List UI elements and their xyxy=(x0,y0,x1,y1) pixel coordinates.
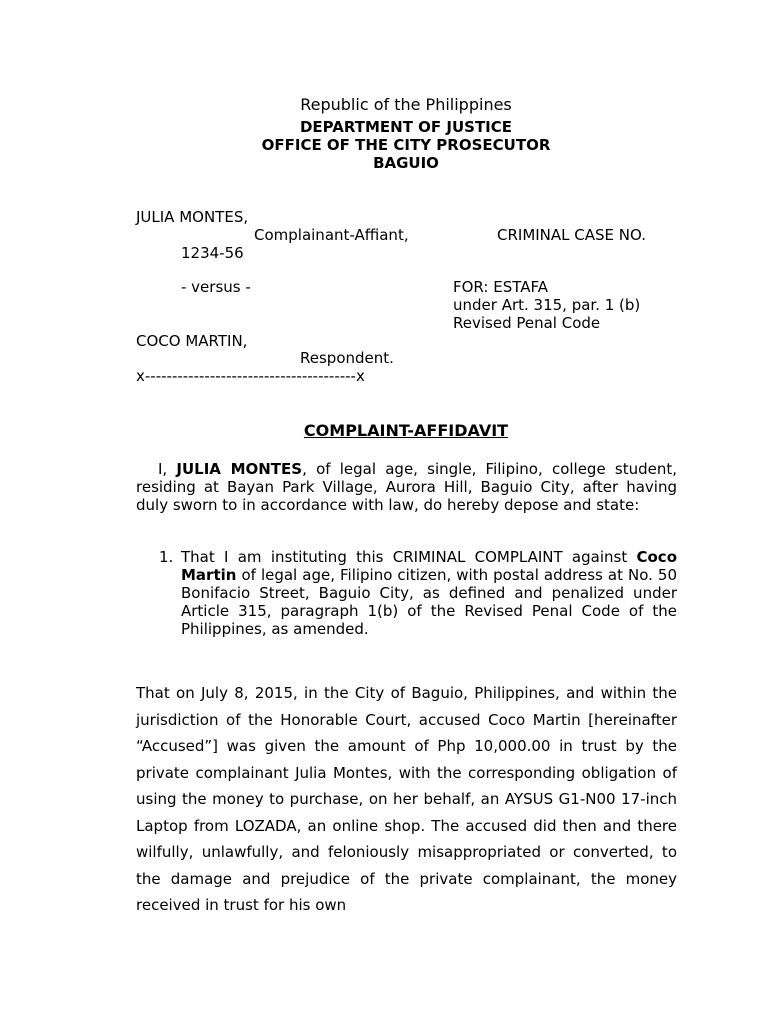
item-prefix: That I am instituting this CRIMINAL COMPLAINT against xyxy=(181,548,637,566)
offense-label: FOR: ESTAFA xyxy=(453,278,548,296)
city-heading: BAGUIO xyxy=(373,154,439,172)
complainant-name: JULIA MONTES, xyxy=(136,208,249,226)
item-respondent-name: Coco Martin xyxy=(181,548,677,584)
intro-prefix: I, xyxy=(158,460,177,478)
case-number: 1234-56 xyxy=(181,244,244,262)
intro-rest: , of legal age, single, Filipino, college student, residing at Bayan Park Village, Aurora Hill, Baguio City, after having duly sworn to in accordance with law, do hereby depose and state: xyxy=(136,460,677,514)
article-label: under Art. 315, par. 1 (b) xyxy=(453,296,641,314)
versus-label: - versus - xyxy=(181,278,251,296)
office-heading: OFFICE OF THE CITY PROSECUTOR xyxy=(261,136,551,154)
item-paragraph xyxy=(181,548,677,638)
complainant-role: Complainant-Affiant, xyxy=(254,226,409,244)
case-label: CRIMINAL CASE NO. xyxy=(497,226,646,244)
intro-paragraph xyxy=(136,460,677,514)
respondent-role: Respondent. xyxy=(300,349,394,367)
body-paragraph: That on July 8, 2015, in the City of Baguio, Philippines, and within the jurisdiction of the Honorable Court, accused Coco Martin [hereinafter “Accused”] was given the amount of Php 10,000.00 in trust by the private complainant Julia Montes, with the corresponding obligation of using the money to purchase, on her behalf, an AYSUS G1-N00 17-inch Laptop from LOZADA, an online shop. The accused did then and there wilfully, unlawfully, and feloniously misappropriated or converted, to the damage and prejudice of the private complainant, the money received in trust for his own xyxy=(136,684,677,914)
department-heading: DEPARTMENT OF JUSTICE xyxy=(299,118,513,136)
item-number: 1. xyxy=(159,548,174,566)
item-rest: of legal age, Filipino citizen, with postal address at No. 50 Bonifacio Street, Baguio City, as defined and penalized under Article 315, paragraph 1(b) of the Revised Penal Code of the Philippines, as amended. xyxy=(181,566,677,638)
document-title: COMPLAINT-AFFIDAVIT xyxy=(303,421,509,440)
respondent-name: COCO MARTIN, xyxy=(136,332,248,350)
republic-heading: Republic of the Philippines xyxy=(300,95,512,114)
code-label: Revised Penal Code xyxy=(453,314,601,332)
caption-separator: x---------------------------------------x xyxy=(136,367,365,385)
intro-affiant-name: JULIA MONTES xyxy=(176,460,303,478)
